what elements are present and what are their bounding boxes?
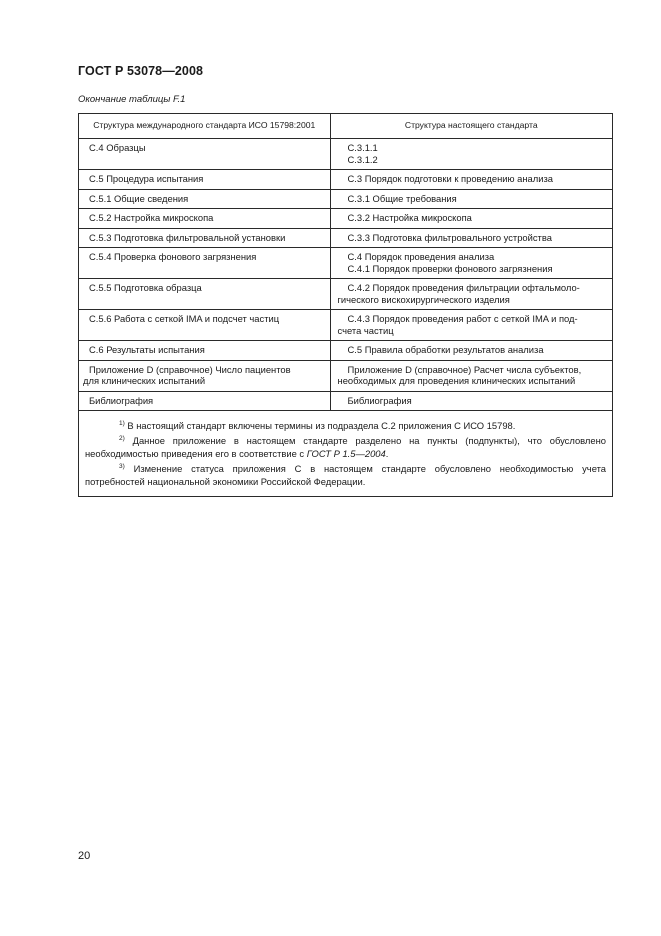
cell-line: С.3.2 Настройка микроскопа bbox=[347, 212, 472, 223]
cell-line: Библиография bbox=[89, 394, 154, 406]
cell-international bbox=[79, 139, 331, 170]
cell-international bbox=[79, 209, 331, 229]
document-title: ГОСТ Р 53078—2008 bbox=[78, 64, 204, 78]
cell-line: счета частиц bbox=[337, 324, 394, 336]
cell-international bbox=[79, 170, 331, 190]
column-header-national: Структура настоящего стандарта bbox=[330, 114, 612, 139]
table-row bbox=[79, 310, 613, 341]
cell-national bbox=[330, 279, 612, 310]
table-row bbox=[79, 189, 613, 209]
cell-international bbox=[79, 279, 331, 310]
cell-national bbox=[330, 360, 612, 391]
cell-line: С.6 Результаты испытания bbox=[89, 344, 205, 355]
cell-line: С.3.1.1 bbox=[347, 142, 378, 153]
cell-line: Библиография bbox=[347, 394, 412, 406]
cell-line: С.4.2 Порядок проведения фильтрации офтальмоло- bbox=[347, 282, 580, 293]
cell-line: С.4 Порядок проведения анализа bbox=[347, 251, 495, 262]
table-footnotes bbox=[79, 411, 613, 497]
cell-international bbox=[79, 360, 331, 391]
cell-line: С.3.3 Подготовка фильтровального устройства bbox=[347, 231, 552, 243]
cell-line: С.5.4 Проверка фонового загрязнения bbox=[89, 251, 257, 262]
cell-line: С.3 Порядок подготовки к проведению анализа bbox=[347, 173, 553, 184]
cell-international bbox=[79, 248, 331, 279]
table-caption: Окончание таблицы F.1 bbox=[78, 94, 186, 105]
cell-line: С.5.2 Настройка микроскопа bbox=[89, 212, 214, 223]
cell-line: С.5.6 Работа с сеткой IMA и подсчет частиц bbox=[89, 313, 280, 324]
table-row bbox=[79, 391, 613, 411]
cell-line: для клинических испытаний bbox=[83, 375, 206, 386]
correspondence-table bbox=[78, 113, 613, 497]
cell-line: С.4 Образцы bbox=[89, 142, 146, 153]
cell-international bbox=[79, 310, 331, 341]
cell-national bbox=[330, 310, 612, 341]
column-header-international: Структура международного стандарта ИСО 15798:2001 bbox=[79, 114, 331, 139]
cell-international bbox=[79, 228, 331, 248]
cell-international bbox=[79, 341, 331, 361]
table-header-row bbox=[79, 114, 613, 139]
cell-line: необходимых для проведения клинических испытаний bbox=[337, 375, 576, 386]
cell-line: С.5 Процедура испытания bbox=[89, 173, 204, 184]
table-notes-row bbox=[79, 411, 613, 497]
footnote bbox=[85, 460, 606, 488]
cell-line: С.5.1 Общие сведения bbox=[89, 192, 189, 204]
footnote-tail: . bbox=[385, 448, 389, 459]
cell-line: С.5.3 Подготовка фильтровальной установки bbox=[89, 231, 286, 243]
cell-line: Приложение D (справочное) Расчет числа субъектов, bbox=[347, 363, 582, 375]
cell-line: С.5.5 Подготовка образца bbox=[89, 282, 202, 293]
cell-national bbox=[330, 248, 612, 279]
table-row bbox=[79, 341, 613, 361]
footnote bbox=[85, 432, 606, 460]
footnote-text: Данное приложение в настоящем стандарте разделено на пункты (подпункты), что обусловлено необходимостью приведения его в соответствие с bbox=[85, 435, 607, 459]
footnote bbox=[85, 417, 606, 432]
cell-national bbox=[330, 189, 612, 209]
table-row bbox=[79, 248, 613, 279]
cell-international bbox=[79, 189, 331, 209]
standard-reference: ГОСТ Р 1.5—2004 bbox=[306, 448, 386, 459]
footnote-mark: 1) bbox=[119, 420, 125, 427]
table-row bbox=[79, 279, 613, 310]
cell-line: Приложение D (справочное) Число пациентов bbox=[89, 363, 291, 375]
cell-national bbox=[330, 228, 612, 248]
cell-national bbox=[330, 341, 612, 361]
footnote-text: В настоящий стандарт включены термины из подраздела С.2 приложения С ИСО 15798. bbox=[127, 420, 516, 431]
table-row bbox=[79, 139, 613, 170]
cell-line: С.3.1.2 bbox=[347, 153, 378, 165]
footnote-text: Изменение статуса приложения С в настоящем стандарте обусловлено необходимостью учета потребностей национальной экономики Российской Федерации. bbox=[85, 463, 606, 487]
cell-national bbox=[330, 139, 612, 170]
cell-national bbox=[330, 209, 612, 229]
footnote-mark: 2) bbox=[119, 435, 125, 442]
cell-line: С.4.3 Порядок проведения работ с сеткой IMA и под- bbox=[347, 313, 578, 324]
page-number: 20 bbox=[78, 850, 91, 862]
table-row bbox=[79, 209, 613, 229]
table-row bbox=[79, 360, 613, 391]
cell-line: С.5 Правила обработки результатов анализа bbox=[347, 344, 544, 355]
cell-international bbox=[79, 391, 331, 411]
table-row bbox=[79, 170, 613, 190]
cell-line: гического вискохирургического изделия bbox=[337, 293, 510, 305]
cell-national bbox=[330, 170, 612, 190]
cell-line: С.3.1 Общие требования bbox=[347, 192, 457, 204]
footnote-mark: 3) bbox=[119, 463, 125, 470]
cell-line: С.4.1 Порядок проверки фонового загрязнения bbox=[347, 262, 553, 274]
cell-national bbox=[330, 391, 612, 411]
table-row bbox=[79, 228, 613, 248]
